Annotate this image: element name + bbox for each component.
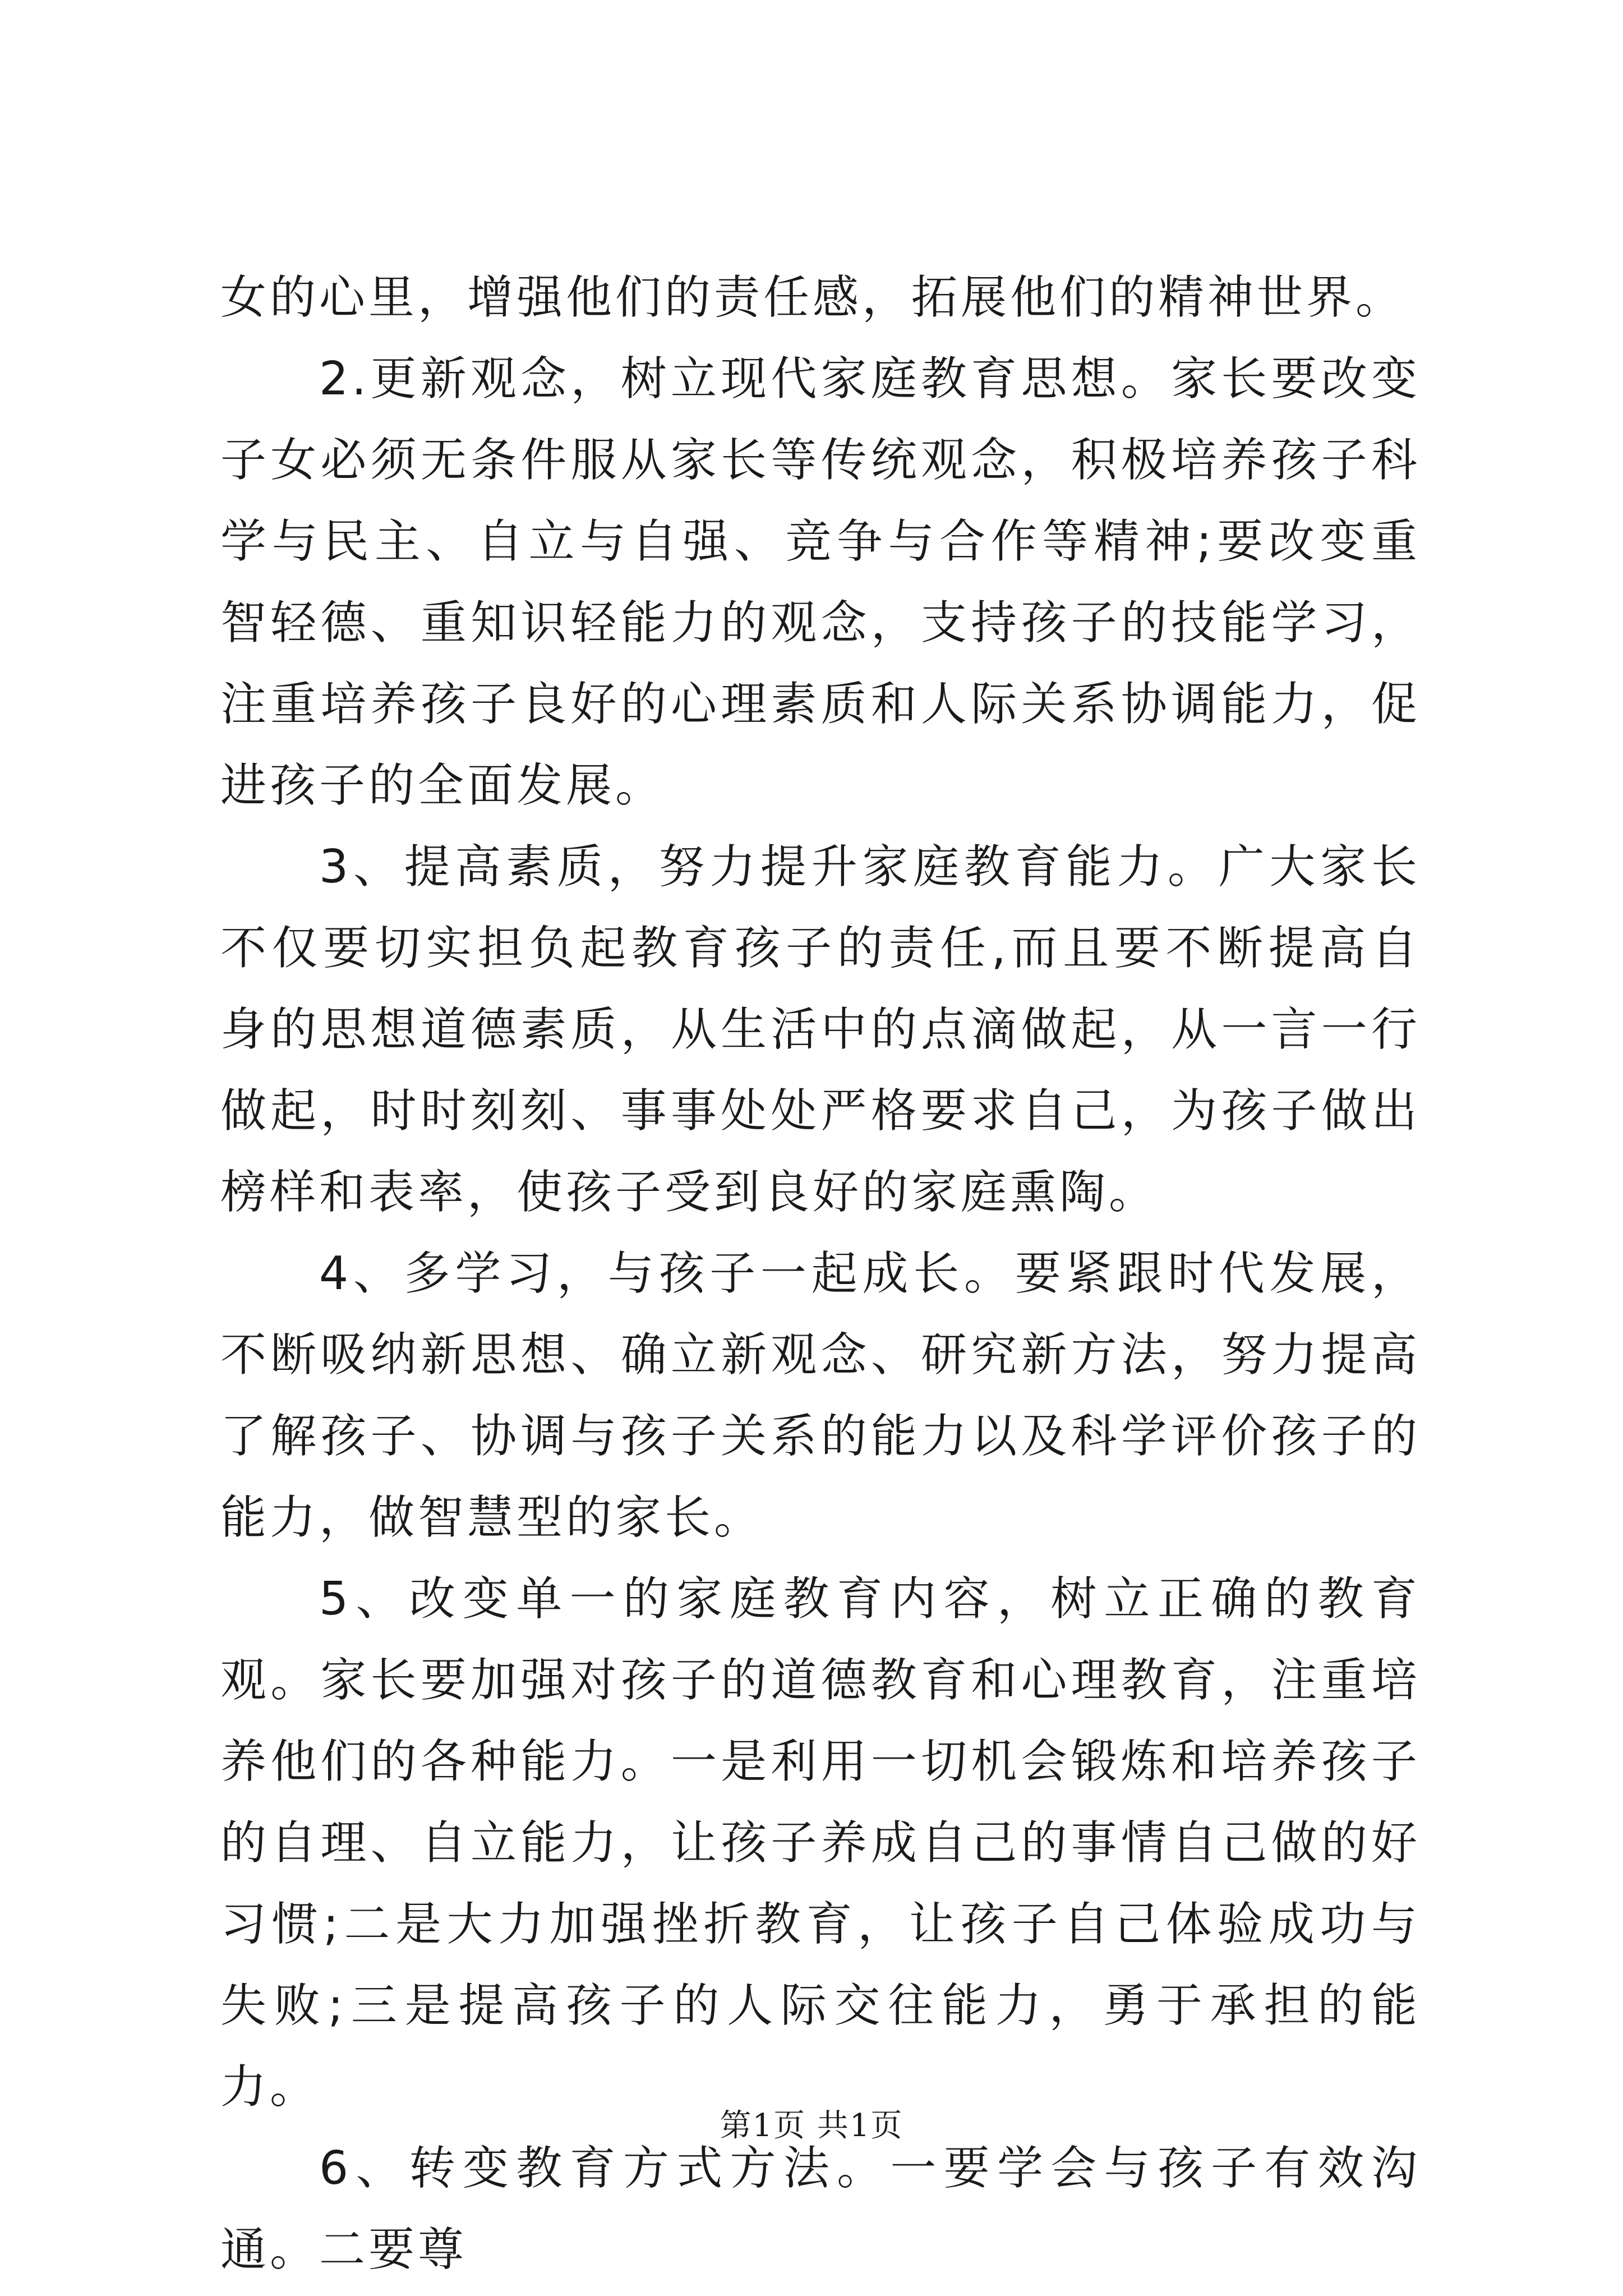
paragraph-5: 5、改变单一的家庭教育内容，树立正确的教育观。家长要加强对孩子的道德教育和心理教育，注重培养他们的各种能力。一是利用一切机会锻炼和培养孩子的自理、自立能力，让孩子养成自己的事情自己做的好习惯;二是大力加强挫折教育，让孩子自己体验成功与失败;三是提高孩子的人际交往能力，勇于承担的能力。 [220, 1572, 1421, 2114]
paragraph-2: 2.更新观念，树立现代家庭教育思想。家长要改变子女必须无条件服从家长等传统观念，积极培养孩子科学与民主、自立与自强、竞争与合作等精神;要改变重智轻德、重知识轻能力的观念，支持孩子的技能学习，注重培养孩子良好的心理素质和人际关系协调能力，促进孩子的全面发展。 [220, 352, 1421, 812]
page-number-footer: 第1页 共1页 [720, 2108, 903, 2144]
document-body [220, 257, 1421, 2290]
paragraph-4: 4、多学习，与孩子一起成长。要紧跟时代发展，不断吸纳新思想、确立新观念、研究新方法，努力提高了解孩子、协调与孩子关系的能力以及科学评价孩子的能力，做智慧型的家长。 [220, 1247, 1421, 1544]
paragraph-3: 3、提高素质，努力提升家庭教育能力。广大家长不仅要切实担负起教育孩子的责任,而且要不断提高自身的思想道德素质，从生活中的点滴做起，从一言一行做起，时时刻刻、事事处处严格要求自己，为孩子做出榜样和表率，使孩子受到良好的家庭熏陶。 [220, 840, 1421, 1219]
paragraph-continuation: 女的心里，增强他们的责任感，拓展他们的精神世界。 [220, 271, 1405, 324]
paragraph-6: 6、转变教育方式方法。一要学会与孩子有效沟通。二要尊 [220, 2142, 1421, 2276]
